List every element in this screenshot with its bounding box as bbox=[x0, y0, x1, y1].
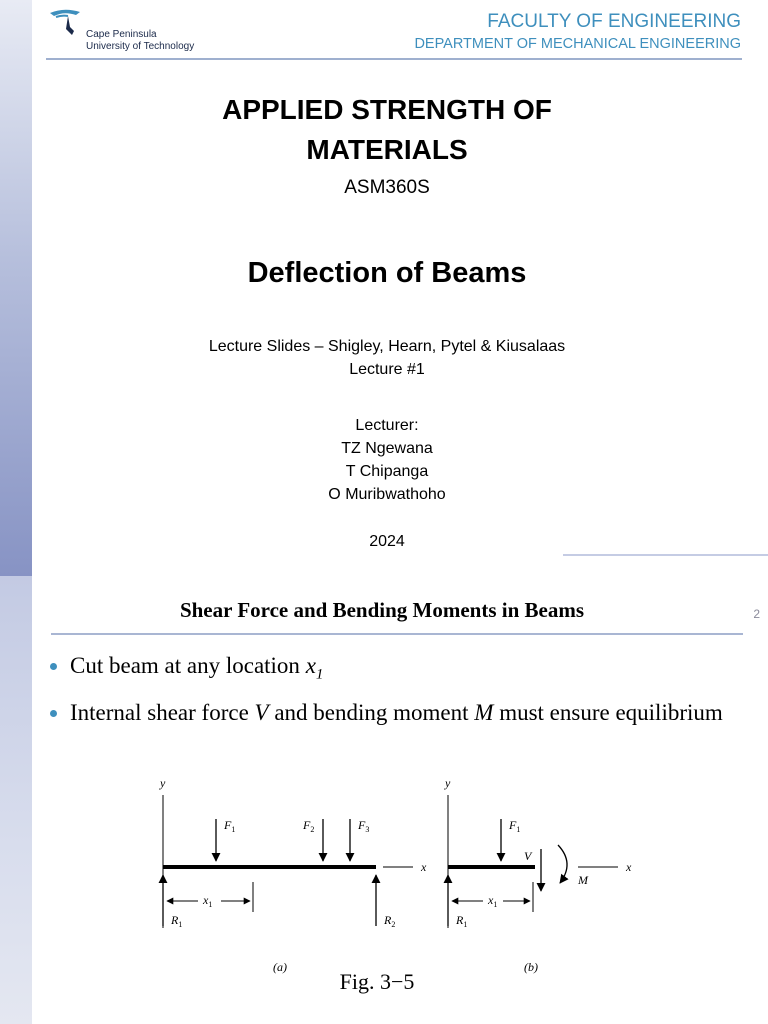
dimension-label-x1: $x_1$ bbox=[488, 893, 498, 909]
shear-force-label: V bbox=[524, 849, 532, 863]
y-axis-label: y bbox=[445, 776, 451, 790]
bullet-item bbox=[50, 651, 740, 690]
dimension-label-x1: $x_1$ bbox=[203, 893, 213, 909]
figure-panel-b bbox=[444, 776, 632, 974]
sidebar-gradient bbox=[0, 0, 32, 576]
bullet-dot-icon bbox=[50, 663, 57, 670]
bullet-dot-icon bbox=[50, 710, 57, 717]
reaction-label-r2: $R_2$ bbox=[384, 913, 396, 929]
slides-credit: Lecture Slides – Shigley, Hearn, Pytel & Kiusalaas bbox=[208, 338, 566, 355]
lecturer-name: TZ Ngewana bbox=[341, 440, 433, 457]
bending-moment-arrow bbox=[558, 845, 567, 883]
var-x: x bbox=[305, 653, 316, 678]
department-heading: DEPARTMENT OF MECHANICAL ENGINEERING bbox=[414, 36, 741, 52]
slide-footer-line bbox=[563, 554, 768, 556]
bullet-text: Internal shear force bbox=[70, 699, 255, 725]
bullet-text: Cut beam at any location bbox=[70, 653, 306, 678]
x-axis-label: x bbox=[626, 860, 632, 874]
lecturer-name: O Muribwathoho bbox=[328, 486, 446, 503]
var-m: M bbox=[474, 699, 494, 725]
y-axis-label: y bbox=[160, 776, 166, 790]
year: 2024 bbox=[369, 533, 405, 550]
university-logo bbox=[46, 7, 216, 55]
lecture-number: Lecture #1 bbox=[349, 361, 425, 378]
slide-title: Shear Force and Bending Moments in Beams bbox=[179, 598, 585, 622]
force-label-f2: $F_2$ bbox=[303, 818, 315, 834]
bullet-text: and bending moment bbox=[268, 699, 475, 725]
course-code: ASM360S bbox=[344, 177, 430, 198]
header-divider bbox=[46, 58, 742, 60]
bending-moment-label: M bbox=[578, 873, 588, 887]
page-number: 2 bbox=[753, 607, 760, 621]
figure-caption: Fig. 3−5 bbox=[339, 969, 415, 994]
university-logo-icon bbox=[46, 7, 86, 37]
bullet-list bbox=[50, 651, 740, 736]
course-title-line2: MATERIALS bbox=[306, 134, 468, 165]
bullet-text: must ensure equilibrium bbox=[493, 699, 723, 725]
logo-text-line1: Cape Peninsula bbox=[86, 29, 157, 40]
logo-text-line2: University of Technology bbox=[86, 41, 195, 52]
lecture-topic: Deflection of Beams bbox=[247, 257, 527, 289]
x-axis-label: x bbox=[421, 860, 427, 874]
panel-label-a: (a) bbox=[273, 960, 287, 974]
content-slide bbox=[0, 576, 768, 1024]
course-title-line1: APPLIED STRENGTH OF bbox=[222, 94, 552, 125]
var-subscript: 1 bbox=[315, 666, 324, 683]
force-label-f1: $F_1$ bbox=[509, 818, 521, 834]
faculty-heading: FACULTY OF ENGINEERING bbox=[487, 11, 741, 32]
force-label-f3: $F_3$ bbox=[358, 818, 370, 834]
lecturer-label: Lecturer: bbox=[355, 417, 419, 434]
reaction-label-r1: $R_1$ bbox=[171, 913, 183, 929]
bullet-item bbox=[50, 698, 740, 728]
title-divider bbox=[51, 633, 743, 635]
panel-label-b: (b) bbox=[524, 960, 538, 974]
lecturer-name: T Chipanga bbox=[345, 463, 429, 480]
reaction-label-r1: $R_1$ bbox=[456, 913, 468, 929]
force-label-f1: $F_1$ bbox=[224, 818, 236, 834]
figure-panel-a bbox=[159, 776, 427, 974]
var-v: V bbox=[254, 699, 269, 725]
